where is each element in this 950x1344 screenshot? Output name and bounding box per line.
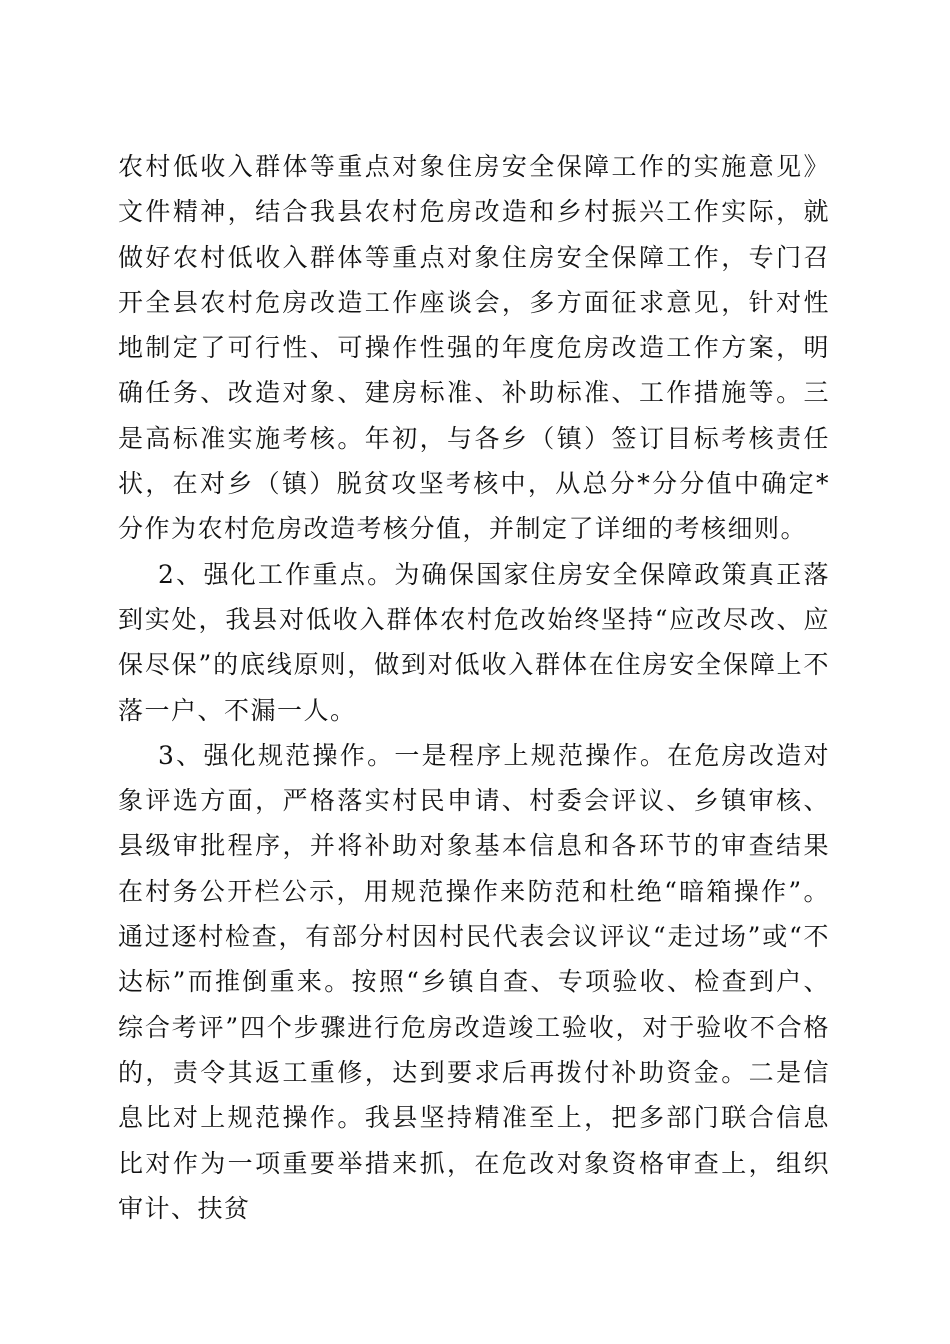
document-body [118, 144, 830, 1231]
paragraph-item-2: 2、强化工作重点。为确保国家住房安全保障政策真正落到实处，我县对低收入群体农村危改始终坚持“应改尽改、应保尽保”的底线原则，做到对低收入群体在住房安全保障上不落一户、不漏一人。 [118, 559, 830, 725]
paragraph-continuation: 农村低收入群体等重点对象住房安全保障工作的实施意见》文件精神，结合我县农村危房改造和乡村振兴工作实际，就做好农村低收入群体等重点对象住房安全保障工作，专门召开全县农村危房改造工作座谈会，多方面征求意见，针对性地制定了可行性、可操作性强的年度危房改造工作方案，明确任务、改造对象、建房标准、补助标准、工作措施等。三是高标准实施考核。年初，与各乡（镇）签订目标考核责任状，在对乡（镇）脱贫攻坚考核中，从总分*分分值中确定*分作为农村危房改造考核分值，并制定了详细的考核细则。 [118, 152, 830, 544]
paragraph-item-3: 3、强化规范操作。一是程序上规范操作。在危房改造对象评选方面，严格落实村民申请、村委会评议、乡镇审核、县级审批程序，并将补助对象基本信息和各环节的审查结果在村务公开栏公示，用规范操作来防范和杜绝“暗箱操作”。通过逐村检查，有部分村因村民代表会议评议“走过场”或“不达标”而推倒重来。按照“乡镇自查、专项验收、检查到户、综合考评”四个步骤进行危房改造竣工验收，对于验收不合格的，责令其返工重修，达到要求后再拨付补助资金。二是信息比对上规范操作。我县坚持精准至上，把多部门联合信息比对作为一项重要举措来抓，在危改对象资格审查上，组织审计、扶贫 [118, 740, 830, 1223]
